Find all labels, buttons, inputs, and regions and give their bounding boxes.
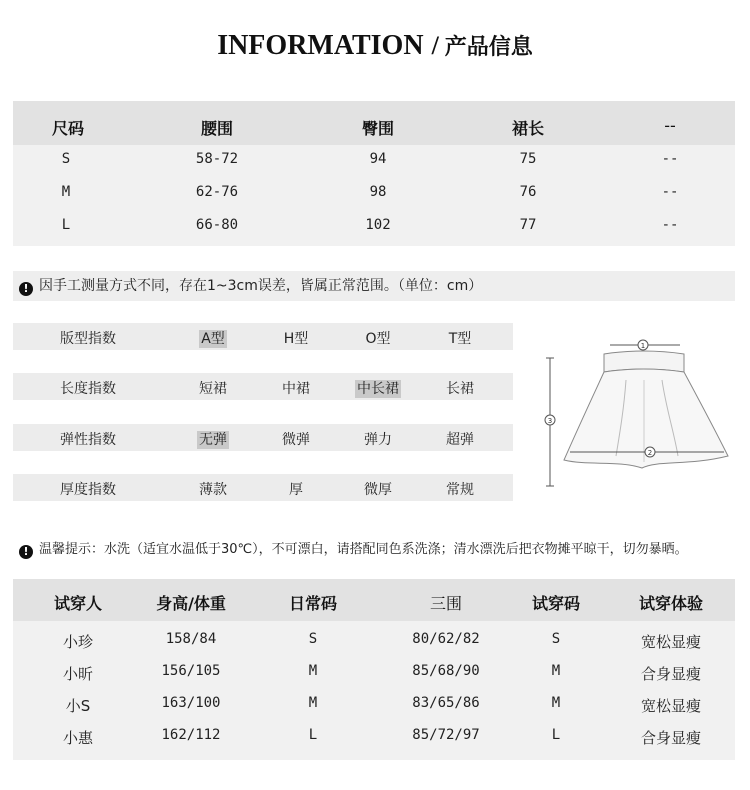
index-option: 常规 — [446, 482, 474, 498]
length-cell: 77 — [519, 217, 537, 233]
table-row — [13, 217, 735, 239]
hip-cell: 98 — [369, 184, 387, 200]
trial-measure-cell: 83/65/86 — [412, 695, 480, 711]
exclamation-icon: ! — [19, 545, 33, 559]
trial-header-height-weight: 身高/体重 — [156, 594, 226, 613]
measurement-note — [13, 271, 735, 301]
waist-cell: 58-72 — [195, 151, 239, 167]
index-table — [0, 322, 520, 504]
trial-measure-cell: 80/62/82 — [412, 631, 480, 647]
index-label: 长度指数 — [60, 381, 116, 397]
wash-note-text: 温馨提示：水洗（适宜水温低于30℃），不可漂白，请搭配同色系洗涤；清水漂洗后把衣物摊平晾干，切勿暴晒。 — [39, 542, 688, 557]
trial-header-measurements: 三围 — [429, 594, 462, 613]
table-row — [13, 727, 735, 751]
table-row — [13, 695, 735, 719]
trial-size-cell: M — [551, 695, 561, 711]
index-option: 薄款 — [199, 482, 227, 498]
trial-person-cell: 小昕 — [62, 665, 93, 683]
index-option: 厚 — [289, 482, 303, 498]
table-row — [13, 151, 735, 173]
skirt-diagram — [538, 328, 743, 500]
size-header-waist: 腰围 — [200, 119, 233, 138]
size-cell: L — [61, 217, 71, 233]
index-label: 弹性指数 — [60, 432, 116, 448]
index-option — [183, 429, 243, 449]
table-row — [13, 631, 735, 655]
size-header-hip: 臀围 — [361, 119, 394, 138]
trial-hw-cell: 162/112 — [161, 727, 221, 743]
table-row — [13, 474, 513, 501]
table-row — [13, 424, 513, 451]
index-option: 中裙 — [282, 381, 310, 397]
trial-person-cell: 小S — [65, 697, 91, 715]
index-label: 版型指数 — [60, 331, 116, 347]
length-cell: 76 — [519, 184, 537, 200]
trial-daily-size-cell: M — [308, 663, 318, 679]
index-option: 短裙 — [199, 381, 227, 397]
length-cell: 75 — [519, 151, 537, 167]
size-table-header — [13, 101, 735, 145]
index-option: H型 — [283, 331, 309, 347]
marker-2: 2 — [647, 449, 653, 457]
index-option — [348, 378, 408, 398]
trial-measure-cell: 85/72/97 — [412, 727, 480, 743]
trial-experience-cell: 宽松显瘦 — [640, 697, 701, 715]
extra-cell: -- — [661, 217, 679, 233]
index-option: 微弹 — [282, 432, 310, 448]
trial-table — [13, 579, 735, 760]
index-option: 弹力 — [364, 432, 392, 448]
index-option-selected: 无弹 — [199, 432, 227, 448]
index-option: 微厚 — [364, 482, 392, 498]
trial-daily-size-cell: S — [308, 631, 318, 647]
index-option: 长裙 — [446, 381, 474, 397]
index-option-selected: A型 — [201, 331, 225, 347]
table-row — [13, 323, 513, 350]
extra-cell: -- — [661, 184, 679, 200]
index-option — [183, 328, 243, 348]
trial-hw-cell: 156/105 — [161, 663, 221, 679]
exclamation-icon: ! — [19, 282, 33, 296]
trial-person-cell: 小珍 — [62, 633, 93, 651]
trial-experience-cell: 合身显瘦 — [640, 665, 701, 683]
extra-cell: -- — [661, 151, 679, 167]
size-header-extra: -- — [664, 116, 676, 135]
hip-cell: 102 — [365, 217, 391, 233]
hip-cell: 94 — [369, 151, 387, 167]
trial-person-cell: 小惠 — [62, 729, 93, 747]
trial-table-header — [13, 579, 735, 621]
table-row — [13, 373, 513, 400]
wash-note — [13, 536, 750, 564]
waist-cell: 62-76 — [195, 184, 239, 200]
trial-experience-cell: 宽松显瘦 — [640, 633, 701, 651]
waist-cell: 66-80 — [195, 217, 239, 233]
trial-size-cell: M — [551, 663, 561, 679]
index-option: O型 — [365, 331, 391, 347]
index-option: T型 — [448, 331, 472, 347]
trial-measure-cell: 85/68/90 — [412, 663, 480, 679]
title-chinese: 产品信息 — [444, 35, 533, 60]
page-title — [0, 30, 750, 64]
size-cell: S — [61, 151, 71, 167]
measurement-note-text: 因手工测量方式不同，存在1~3cm误差，皆属正常范围。（单位：cm） — [39, 278, 483, 294]
trial-hw-cell: 158/84 — [165, 631, 217, 647]
size-header-size: 尺码 — [51, 119, 84, 138]
trial-header-daily-size: 日常码 — [288, 594, 337, 613]
skirt-illustration-icon — [538, 328, 743, 500]
size-cell: M — [61, 184, 71, 200]
index-label: 厚度指数 — [60, 482, 116, 498]
trial-daily-size-cell: M — [308, 695, 318, 711]
title-english: INFORMATION — [217, 30, 424, 61]
trial-size-cell: S — [551, 631, 561, 647]
table-row — [13, 663, 735, 687]
table-row — [13, 184, 735, 206]
marker-3: 3 — [547, 417, 553, 425]
trial-size-cell: L — [551, 727, 561, 743]
title-separator: / — [431, 31, 439, 60]
trial-daily-size-cell: L — [308, 727, 318, 743]
index-option: 超弹 — [446, 432, 474, 448]
marker-1: 1 — [640, 342, 646, 350]
trial-header-trial-size: 试穿码 — [531, 594, 580, 613]
trial-header-person: 试穿人 — [53, 594, 102, 613]
index-option-selected: 中长裙 — [357, 381, 399, 397]
trial-header-experience: 试穿体验 — [638, 594, 703, 613]
size-header-length: 裙长 — [511, 119, 544, 138]
size-table — [13, 101, 735, 246]
trial-hw-cell: 163/100 — [161, 695, 221, 711]
trial-experience-cell: 合身显瘦 — [640, 729, 701, 747]
